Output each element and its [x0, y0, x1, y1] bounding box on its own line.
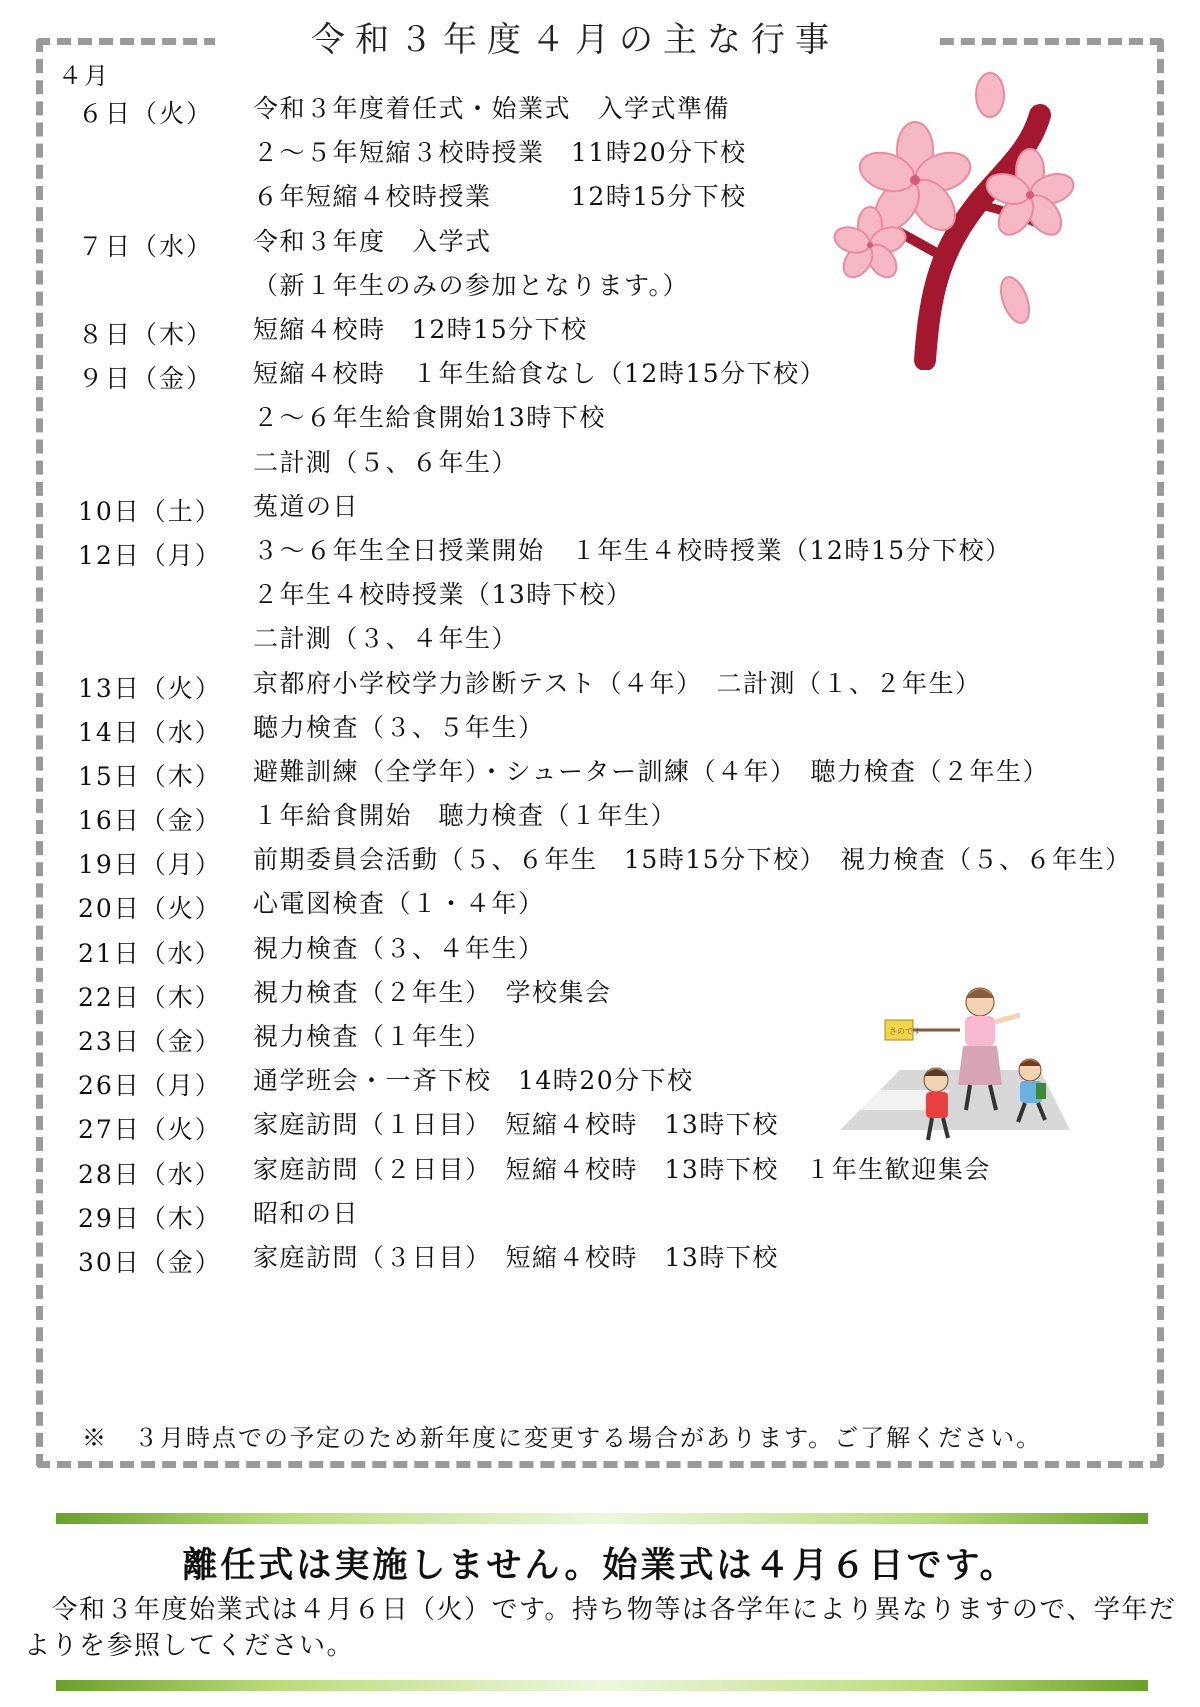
- event-lines: [253, 845, 1132, 889]
- event-date: 23日（金）: [78, 1027, 222, 1057]
- event-date: 29日（木）: [78, 1203, 222, 1233]
- schedule-note: ※ ３月時点での予定のため新年度に変更する場合があります。ご了解ください。: [82, 1424, 1043, 1452]
- event-row: [0, 845, 1200, 889]
- event-lines: [253, 1066, 694, 1110]
- event-date: 20日（火）: [78, 894, 222, 924]
- event-line: 短縮４校時 12時15分下校: [253, 314, 588, 344]
- event-row: [0, 934, 1200, 978]
- event-row: [0, 757, 1200, 801]
- event-line: 心電図検査（１・４年）: [253, 889, 545, 919]
- event-line: 前期委員会活動（５、６年生 15時15分下校） 視力検査（５、６年生）: [253, 845, 1132, 875]
- event-lines: [253, 492, 359, 536]
- event-line: ２～５年短縮３校時授業 11時20分下校: [253, 138, 747, 168]
- event-line: 視力検査（１年生）: [253, 1022, 492, 1052]
- event-row: [0, 1243, 1200, 1287]
- event-line: 令和３年度着任式・始業式 入学式準備: [253, 94, 731, 123]
- event-line: 家庭訪問（３日目） 短縮４校時 13時下校: [253, 1242, 779, 1272]
- event-row: [0, 669, 1200, 713]
- event-line: ２～６年生給食開始13時下校: [253, 403, 606, 433]
- event-date: ９日（金）: [78, 364, 214, 394]
- event-lines: [253, 359, 826, 492]
- event-lines: [253, 978, 612, 1022]
- event-lines: [253, 1022, 492, 1066]
- page-title: 令和３年度４月の主な行事: [311, 20, 839, 60]
- event-date: 14日（水）: [78, 717, 222, 747]
- divider-bar-top: [56, 1513, 1148, 1524]
- event-line: 短縮４校時 １年生給食なし（12時15分下校）: [253, 359, 827, 389]
- event-row: [0, 359, 1200, 492]
- event-date: 12日（月）: [78, 540, 222, 570]
- event-lines: [253, 1243, 779, 1287]
- event-row: [0, 536, 1200, 669]
- event-date: ８日（木）: [78, 319, 214, 349]
- event-lines: [253, 94, 747, 227]
- event-date: 26日（月）: [78, 1071, 222, 1101]
- event-line: 菟道の日: [253, 491, 360, 521]
- event-line: １年給食開始 聴力検査（１年生）: [253, 801, 678, 831]
- event-line: 昭和の日: [253, 1198, 360, 1228]
- event-line: ３～６年生全日授業開始 １年生４校時授業（12時15分下校）: [253, 535, 1012, 565]
- event-lines: [253, 934, 545, 978]
- event-lines: [253, 227, 689, 315]
- event-line: 通学班会・一斉下校 14時20分下校: [253, 1066, 694, 1096]
- event-lines: [253, 757, 1049, 801]
- notice-heading: 離任式は実施しません。始業式は４月６日です。: [182, 1546, 1018, 1586]
- event-line: 視力検査（２年生） 学校集会: [253, 977, 612, 1007]
- event-line: ２年生４校時授業（13時下校）: [253, 580, 633, 610]
- event-lines: [253, 669, 982, 713]
- title-wrap: [215, 14, 935, 66]
- event-date: 28日（水）: [78, 1159, 222, 1189]
- event-line: 二計測（５、６年生）: [253, 447, 519, 477]
- event-row: [0, 889, 1200, 933]
- event-lines: [253, 536, 1012, 669]
- event-line: 視力検査（３、４年生）: [253, 933, 545, 963]
- event-row: [0, 492, 1200, 536]
- cherry-blossom-illustration: [830, 70, 1090, 370]
- event-date: 30日（金）: [78, 1247, 222, 1277]
- event-date: 27日（火）: [78, 1115, 222, 1145]
- event-row: [0, 713, 1200, 757]
- event-line: 家庭訪問（１日目） 短縮４校時 13時下校: [253, 1110, 779, 1140]
- divider-bar-bottom: [56, 1680, 1148, 1691]
- event-line: 聴力検査（３、５年生）: [253, 712, 545, 742]
- event-row: [0, 801, 1200, 845]
- event-date: 22日（木）: [78, 982, 222, 1012]
- month-label: ４月: [58, 62, 110, 90]
- event-date: 19日（月）: [78, 850, 222, 880]
- event-lines: [253, 1199, 359, 1243]
- event-line: 家庭訪問（２日目） 短縮４校時 13時下校 １年生歓迎集会: [253, 1154, 991, 1184]
- event-lines: [253, 889, 545, 933]
- event-lines: [253, 713, 545, 757]
- event-line: 令和３年度 入学式: [253, 226, 492, 256]
- event-lines: [253, 315, 588, 359]
- event-date: 13日（火）: [78, 673, 222, 703]
- event-date: ７日（水）: [78, 231, 214, 261]
- event-lines: [253, 1110, 779, 1154]
- event-date: 21日（水）: [78, 938, 222, 968]
- event-row: [0, 1155, 1200, 1199]
- notice-body: 令和３年度始業式は４月６日（火）です。持ち物等は各学年により異なりますので、学年だよりを参照してください。: [24, 1595, 1177, 1661]
- event-line: 二計測（３、４年生）: [253, 624, 519, 654]
- event-date: 15日（木）: [78, 761, 222, 791]
- event-date: 16日（金）: [78, 806, 222, 836]
- event-line: 避難訓練（全学年）・シューター訓練（４年） 聴力検査（２年生）: [253, 756, 1050, 786]
- event-line: 京都府小学校学力診断テスト（４年） 二計測（１、２年生）: [253, 668, 982, 698]
- event-date: 10日（土）: [78, 496, 222, 526]
- event-lines: [253, 1155, 991, 1199]
- event-date: ６日（火）: [78, 99, 214, 128]
- flag-sign-text: さのです: [889, 1027, 921, 1036]
- event-lines: [253, 801, 677, 845]
- event-row: [0, 1199, 1200, 1243]
- crossing-guard-illustration: [840, 980, 1070, 1160]
- event-line: ６年短縮４校時授業 12時15分下校: [253, 182, 747, 212]
- event-line: （新１年生のみの参加となります。）: [253, 270, 690, 300]
